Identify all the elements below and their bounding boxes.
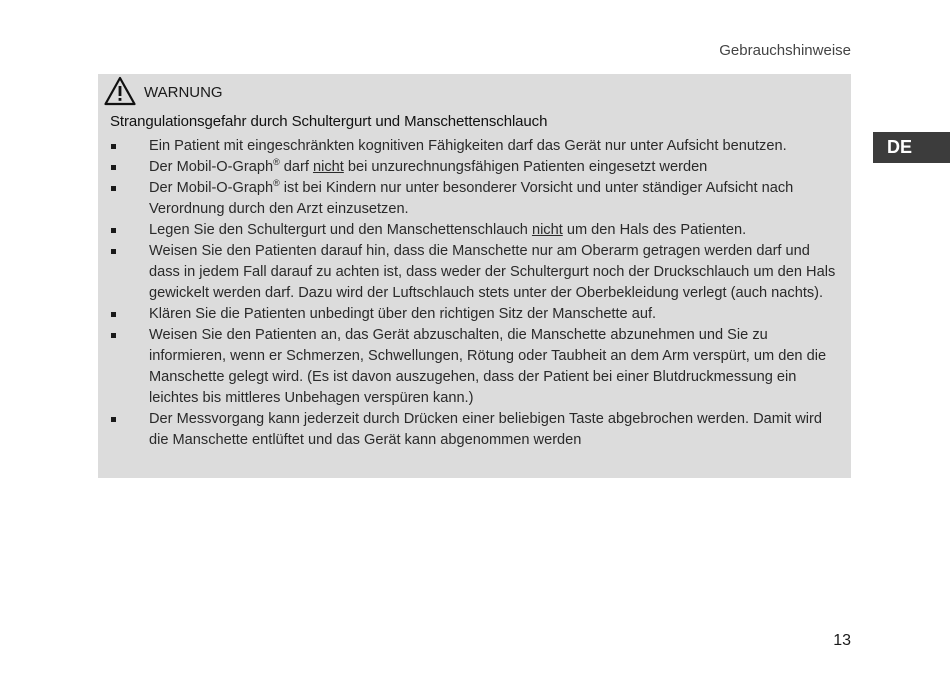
bullet-text: darf (279, 159, 313, 175)
bullet-text: Der Mobil-O-Graph (149, 159, 274, 175)
warning-box (98, 74, 851, 478)
list-item (98, 178, 851, 220)
list-item (98, 136, 851, 157)
bullet-text: Der Mobil-O-Graph (149, 180, 274, 196)
warning-bullet-list (98, 136, 851, 451)
warning-label: WARNUNG (144, 84, 223, 101)
bullet-text: Der Messvorgang kann jederzeit durch Drücken einer beliebigen Taste abgebrochen werden. Damit wird die Manschette entlüftet und das Gerät kann abgenommen werden (149, 411, 823, 448)
bullet-text: Legen Sie den Schultergurt und den Manschettenschlauch (149, 222, 532, 238)
list-item (98, 220, 851, 241)
list-item (98, 304, 851, 325)
warning-subtitle: Strangulationsgefahr durch Schultergurt und Manschettenschlauch (110, 113, 548, 130)
list-item (98, 241, 851, 304)
bullet-text: um den Hals des Patienten. (562, 222, 747, 238)
list-item (98, 409, 851, 451)
registered-mark: ® (273, 178, 280, 189)
list-item (98, 157, 851, 178)
bullet-text: Ein Patient mit eingeschränkten kognitiven Fähigkeiten darf das Gerät nur unter Aufsicht benutzen. (149, 138, 787, 154)
page-number: 13 (833, 632, 851, 649)
bullet-text: ist bei Kindern nur unter besonderer Vorsicht und unter ständiger Aufsicht nach Verordnung durch den Arzt einzusetzen. (149, 180, 794, 217)
emphasis-nicht: nicht (312, 159, 344, 175)
registered-mark: ® (273, 157, 280, 168)
list-item (98, 325, 851, 409)
bullet-text: Weisen Sie den Patienten an, das Gerät abzuschalten, die Manschette abzunehmen und Sie zu informieren, wenn er Schmerzen, Schwellungen, Rötung oder Taubheit an dem Arm verspürt, um den die Manschette gelegt wird. (Es ist davon auszugehen, dass der Patient bei einer Blutdruckmessung ein leichtes bis mittleres Unbehagen verspüren kann.) (149, 327, 827, 406)
bullet-text: Klären Sie die Patienten unbedingt über den richtigen Sitz der Manschette auf. (149, 306, 657, 322)
emphasis-nicht: nicht (531, 222, 563, 238)
warning-triangle-icon (104, 76, 136, 106)
bullet-text: Weisen Sie den Patienten darauf hin, dass die Manschette nur am Oberarm getragen werden darf und dass in jedem Fall darauf zu achten ist, dass weder der Schultergurt noch der Druckschlauch um den Hals gewickelt werden darf. Dazu wird der Luftschlauch stets unter der Oberbekleidung verlegt (auch nachts). (149, 243, 836, 301)
section-title: Gebrauchshinweise (719, 42, 851, 59)
language-tab: DE (873, 132, 950, 163)
bullet-text: bei unzurechnungsfähigen Patienten eingesetzt werden (343, 159, 708, 175)
